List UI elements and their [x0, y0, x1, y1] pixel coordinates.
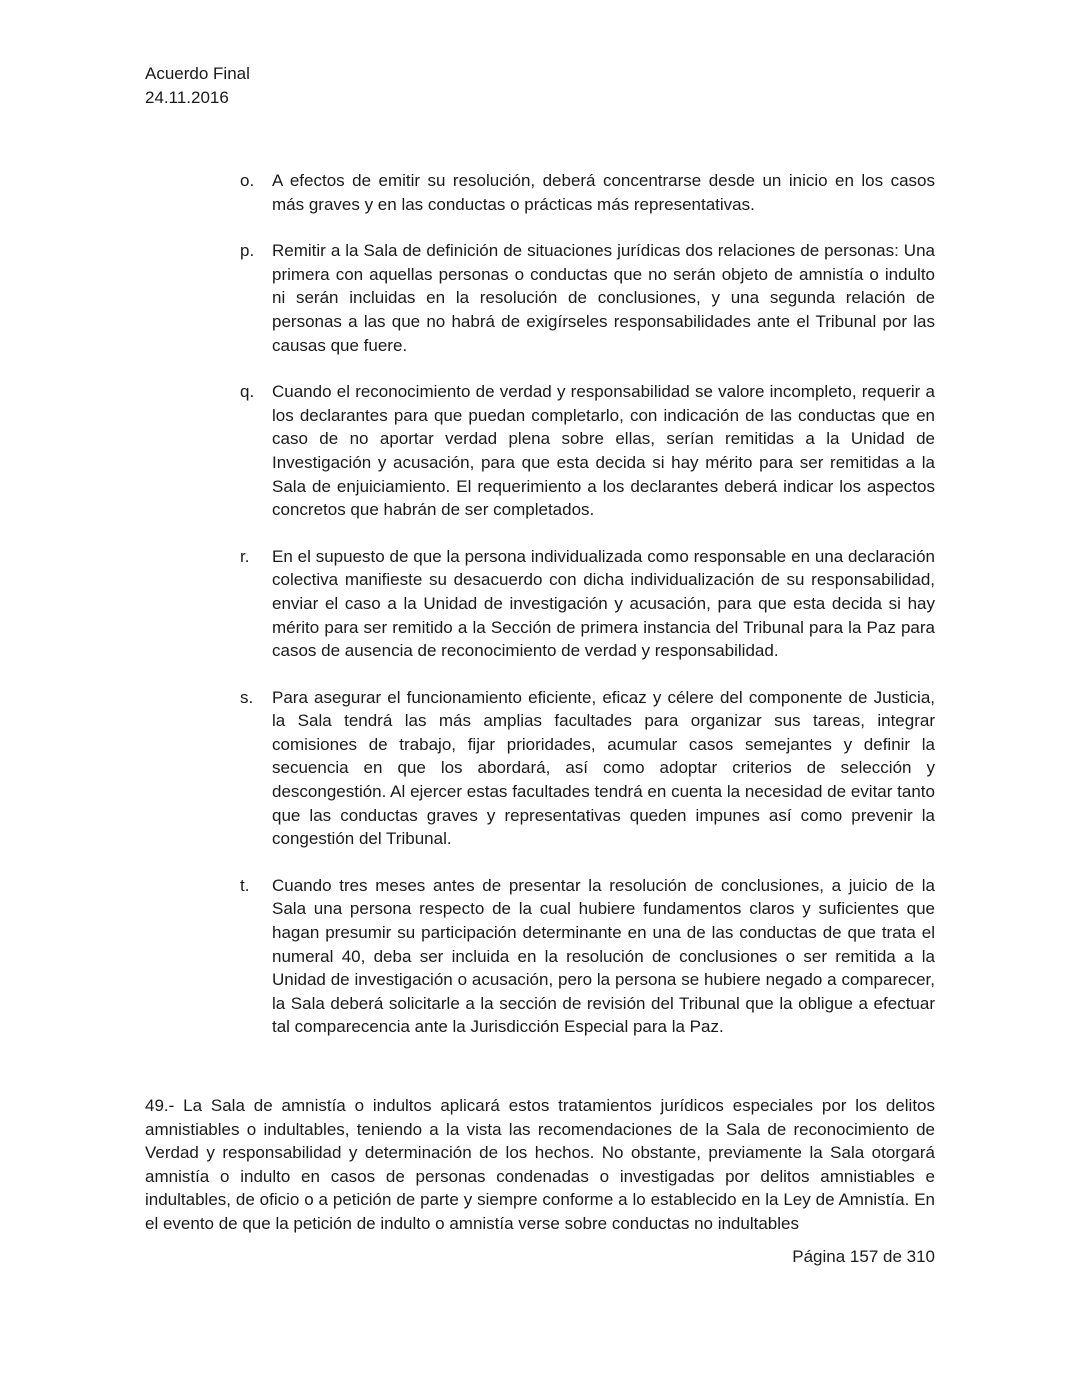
document-header [145, 62, 250, 110]
list-item-r [145, 545, 935, 663]
list-item-text: Remitir a la Sala de definición de situaciones jurídicas dos relaciones de personas: Una primera con aquellas personas o conductas que no serán objeto de amnistía o indulto ni serán incluidas en la resolución de conclusiones, y una segunda relación de personas a las que no habrá de exigírseles responsabilidades ante el Tribunal por las causas que fuere. [272, 241, 935, 355]
page-number: Página 157 de 310 [792, 1247, 935, 1266]
list-item-marker: o. [240, 171, 255, 190]
document-title: Acuerdo Final [145, 64, 250, 83]
list-item-p [145, 239, 935, 357]
list-item-text: Cuando tres meses antes de presentar la resolución de conclusiones, a juicio de la Sala una persona respecto de la cual hubiere fundamentos claros y suficientes que hagan presumir su participación determinante en una de las conductas de que trata el numeral 40, deba ser incluida en la resolución de conclusiones o ser remitida a la Unidad de investigación o acusación, pero la persona se hubiere negado a comparecer, la Sala deberá solicitarle a la sección de revisión del Tribunal que la obligue a efectuar tal comparecencia ante la Jurisdicción Especial para la Paz. [272, 875, 935, 1037]
list-item-t [145, 874, 935, 1039]
list-item-text: Para asegurar el funcionamiento eficiente, eficaz y célere del componente de Justicia, la Sala tendrá las más amplias facultades para organizar sus tareas, integrar comisiones de trabajo, fijar prioridades, acumular casos semejantes y definir la secuencia en que los abordará, así como adoptar criterios de selección y descongestión. Al ejercer estas facultades tendrá en cuenta la necesidad de evitar tanto que las conductas graves y representativas queden impunes así como prevenir la congestión del Tribunal. [272, 687, 935, 849]
list-item-marker: s. [240, 687, 254, 707]
list-item-marker: r. [240, 546, 250, 566]
document-date: 24.11.2016 [145, 88, 229, 107]
list-item-q [145, 380, 935, 522]
list-item-marker: q. [240, 382, 255, 402]
list-item-text: A efectos de emitir su resolución, deberá concentrarse desde un inicio en los casos más graves y en las conductas o prácticas más representativas. [272, 171, 935, 214]
article-49-paragraph: 49.- La Sala de amnistía o indultos aplicará estos tratamientos jurídicos especiales por los delitos amnistiables o indultables, teniendo a la vista las recomendaciones de la Sala de reconocimiento de Verdad y responsabilidad y determinación de los hechos. No obstante, previamente la Sala otorgará amnistía o indulto en casos de personas condenadas o investigadas por delitos amnistiables e indultables, de oficio o a petición de parte y siempre conforme a lo establecido en la Ley de Amnistía. En el evento de que la petición de indulto o amnistía verse sobre conductas no indultables [145, 1096, 935, 1233]
list-item-text: En el supuesto de que la persona individualizada como responsable en una declaración colectiva manifieste su desacuerdo con dicha individualización de su responsabilidad, enviar el caso a la Unidad de investigación y acusación, para que esta decida si hay mérito para ser remitido a la Sección de primera instancia del Tribunal para la Paz para casos de ausencia de reconocimiento de verdad y responsabilidad. [272, 546, 935, 661]
list-item-s [145, 686, 935, 851]
list-item-o [145, 169, 935, 216]
list-item-marker: t. [240, 875, 250, 895]
list-item-marker: p. [240, 241, 255, 261]
list-item-text: Cuando el reconocimiento de verdad y responsabilidad se valore incompleto, requerir a los declarantes para que puedan completarlo, con indicación de las conductas que en caso de no aportar verdad plena sobre ellas, serían remitidas a la Unidad de Investigación y acusación, para que esta decida si hay mérito para ser remitidas a la Sala de enjuiciamiento. El requerimiento a los declarantes deberá indicar los aspectos concretos que habrán de ser completados. [272, 382, 935, 520]
lettered-list [145, 169, 935, 1062]
